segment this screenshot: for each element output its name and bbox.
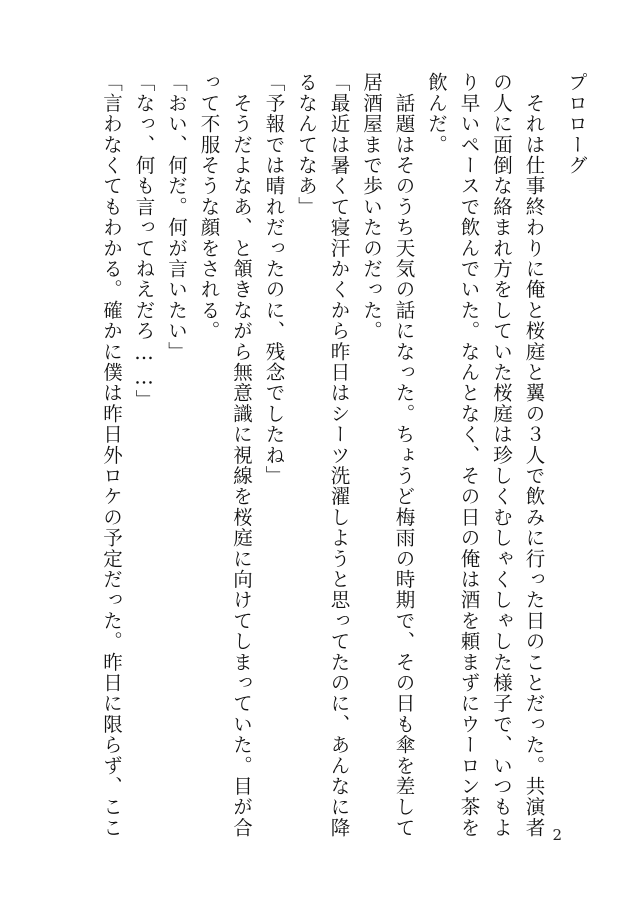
text-line-6: 居酒屋まで歩いたのだった。 <box>360 72 383 342</box>
text-line-1: それは仕事終わりに俺と桜庭と翼の３人で飲みに行った日のことだった。共演者 <box>522 72 546 838</box>
text-line-10: そうだよなあ、と頷きながら無意識に視線を桜庭に向けてしまっていた。目が合 <box>230 72 253 838</box>
text-line-9: 「予報では晴れだったのに、残念でしたね」 <box>262 72 286 486</box>
text-line-7: 「最近は暑くて寝汗かくから昨日はシーツ洗濯しようと思ってたのに、あんなに降 <box>327 72 351 838</box>
text-line-2: の人に面倒な絡まれ方をしていた桜庭は珍しくむしゃくしゃした様子で、いつもよ <box>490 72 513 838</box>
vertical-text-block <box>101 72 586 842</box>
text-line-5: 話題はそのうち天気の話になった。ちょうど梅雨の時期で、その日も傘を差して <box>392 72 416 838</box>
text-line-14: 「言わなくてもわかる。確かに僕は昨日外ロケの予定だった。昨日に限らず、ここ <box>100 72 123 838</box>
text-line-12: 「おい、何だ。何が言いたい」 <box>165 72 188 362</box>
text-line-11: って不服そうな顔をされる。 <box>197 72 221 342</box>
text-line-13: 「なっ、何も言ってねえだろ……」 <box>132 72 156 411</box>
text-line-3: り早いペースで飲んでいた。なんとなく、その日の俺は酒を頼まずにウーロン茶を <box>457 72 481 838</box>
text-line-8: るなんてなあ」 <box>295 72 318 217</box>
page-number: 2 <box>552 826 562 844</box>
text-line-4: 飲んだ。 <box>425 72 448 155</box>
chapter-title: プロローグ <box>565 72 588 176</box>
